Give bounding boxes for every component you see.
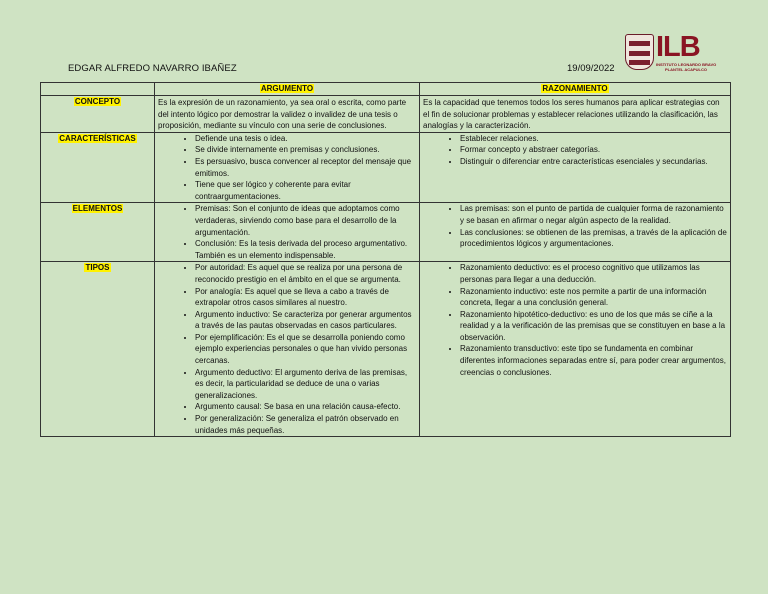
concepto-razonamiento-text: Es la capacidad que tenemos todos los seres humanos para aplicar estrategias con el fin de solucionar problemas y establecer relaciones utilizando la clasificación, las analogías y la caracterización. bbox=[423, 98, 720, 131]
list-item: • Argumento deductivo: El argumento deriva de las premisas, es decir, la particularidad se deduce de una o varias generalizaciones. bbox=[195, 367, 416, 402]
caracteristicas-razonamiento-cell bbox=[420, 132, 731, 203]
elementos-razonamiento-cell bbox=[420, 203, 731, 262]
logo-institute-name: INSTITUTO LEONARDO BRAVO bbox=[656, 62, 717, 67]
table-row-tipos bbox=[41, 262, 731, 437]
list-item: • Argumento inductivo: Se caracteriza por generar argumentos a través de las pautas observadas en casos particulares. bbox=[195, 309, 416, 332]
list-item: • Las conclusiones: se obtienen de las premisas, a través de la aplicación de procedimientos lógicos y argumentaciones. bbox=[460, 227, 727, 250]
bullet-list bbox=[158, 203, 416, 261]
list-item: • Distinguir o diferenciar entre características esenciales y secundarias. bbox=[460, 156, 727, 168]
header-cell-razonamiento bbox=[420, 83, 731, 96]
row-label: CARACTERÍSTICAS bbox=[59, 133, 136, 143]
institute-seal-icon bbox=[625, 34, 654, 70]
list-item: • Por generalización: Se generaliza el patrón observado en unidades más pequeñas. bbox=[195, 413, 416, 436]
caracteristicas-argumento-cell bbox=[155, 132, 420, 203]
list-item: • Defiende una tesis o idea. bbox=[195, 133, 416, 145]
list-item: • Las premisas: son el punto de partida de cualquier forma de razonamiento y se basan en afirmar o negar algún aspecto de la realidad. bbox=[460, 203, 727, 226]
list-item: • Razonamiento transductivo: este tipo se fundamenta en combinar diferentes informaciones separadas entre sí, para poder crear argumentos, creencias o conclusiones. bbox=[460, 343, 727, 378]
header-cell-argumento bbox=[155, 83, 420, 96]
comparison-table bbox=[40, 82, 731, 437]
concepto-razonamiento-cell bbox=[420, 96, 731, 133]
row-label-cell bbox=[41, 132, 155, 203]
row-label-cell bbox=[41, 203, 155, 262]
table-row-caracteristicas bbox=[41, 132, 731, 203]
bullet-list bbox=[423, 203, 727, 249]
bullet-list bbox=[158, 133, 416, 203]
row-label-cell bbox=[41, 96, 155, 133]
list-item: • Por autoridad: Es aquel que se realiza por una persona de reconocido prestigio en el ámbito en el que se argumenta. bbox=[195, 262, 416, 285]
table-row-elementos bbox=[41, 203, 731, 262]
list-item: • Establecer relaciones. bbox=[460, 133, 727, 145]
row-label: ELEMENTOS bbox=[72, 204, 123, 214]
logo-wordmark: ILB bbox=[656, 31, 700, 63]
list-item: • Razonamiento deductivo: es el proceso cognitivo que utilizamos las personas para llegar a una deducción. bbox=[460, 262, 727, 285]
list-item: • Tiene que ser lógico y coherente para evitar contraargumentaciones. bbox=[195, 179, 416, 202]
list-item: • Por analogía: Es aquel que se lleva a cabo a través de extrapolar otros casos similares al nuestro. bbox=[195, 286, 416, 309]
row-label: CONCEPTO bbox=[74, 97, 121, 106]
header-razonamiento: RAZONAMIENTO bbox=[542, 84, 608, 93]
document-date: 19/09/2022 bbox=[567, 63, 615, 74]
tipos-razonamiento-cell bbox=[420, 262, 731, 437]
list-item: • Razonamiento inductivo: este nos permite a partir de una información concreta, llegar a una conclusión general. bbox=[460, 286, 727, 309]
author-name: EDGAR ALFREDO NAVARRO IBAÑEZ bbox=[68, 63, 237, 74]
row-label-cell bbox=[41, 262, 155, 437]
elementos-argumento-cell bbox=[155, 203, 420, 262]
tipos-argumento-cell bbox=[155, 262, 420, 437]
row-label: TIPOS bbox=[85, 263, 110, 273]
concepto-argumento-cell bbox=[155, 96, 420, 133]
table-row-concepto bbox=[41, 96, 731, 133]
list-item: • Argumento causal: Se basa en una relación causa-efecto. bbox=[195, 401, 416, 413]
header-argumento: ARGUMENTO bbox=[260, 84, 314, 93]
list-item: • Por ejemplificación: Es el que se desarrolla poniendo como ejemplo experiencias personales o que han vivido personas cercanas. bbox=[195, 332, 416, 367]
list-item: • Se divide internamente en premisas y conclusiones. bbox=[195, 144, 416, 156]
list-item: • Formar concepto y abstraer categorías. bbox=[460, 144, 727, 156]
bullet-list bbox=[158, 262, 416, 436]
table-header-row bbox=[41, 83, 731, 96]
list-item: • Conclusión: Es la tesis derivada del proceso argumentativo. También es un elemento indispensable. bbox=[195, 238, 416, 261]
list-item: • Razonamiento hipotético-deductivo: es uno de los que más se ciñe a la realidad y a la verificación de las premisas que se constituyen en base a la observación. bbox=[460, 309, 727, 344]
list-item: • Es persuasivo, busca convencer al receptor del mensaje que emitimos. bbox=[195, 156, 416, 179]
bullet-list bbox=[423, 133, 727, 168]
concepto-argumento-text: Es la expresión de un razonamiento, ya sea oral o escrita, como parte del intento lógico por demostrar la validez o invalidez de una tesis o proposición, mediante su vínculo con una serie de conclusiones. bbox=[158, 98, 407, 131]
header-cell-empty bbox=[41, 83, 155, 96]
logo-campus-name: PLANTEL ACAPULCO bbox=[665, 67, 707, 72]
list-item: • Premisas: Son el conjunto de ideas que adoptamos como verdaderas, sirviendo como base para el desarrollo de la argumentación. bbox=[195, 203, 416, 238]
institute-logo bbox=[625, 31, 717, 73]
bullet-list bbox=[423, 262, 727, 378]
